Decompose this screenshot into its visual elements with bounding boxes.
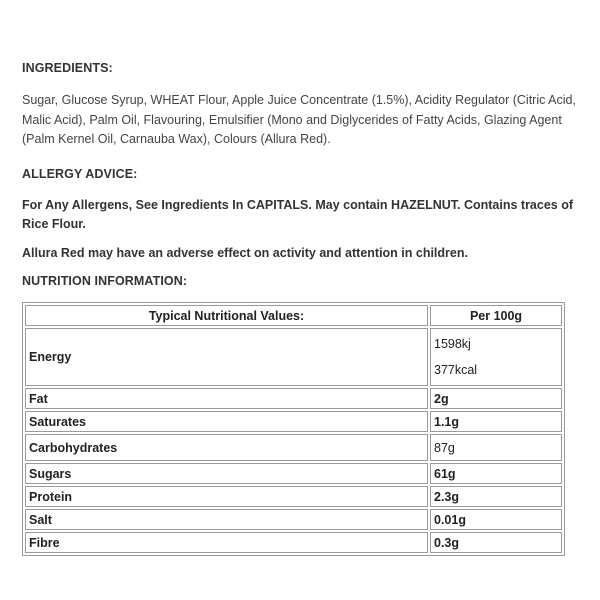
nutrient-value bbox=[430, 328, 562, 386]
allura-red-warning: Allura Red may have an adverse effect on activity and attention in children. bbox=[22, 245, 468, 260]
nutrient-value: 0.01g bbox=[430, 509, 562, 530]
nutrient-value: 1.1g bbox=[430, 411, 562, 432]
nutrient-name: Fibre bbox=[25, 532, 428, 553]
nutrition-row-salt bbox=[25, 509, 562, 530]
allergy-text: For Any Allergens, See Ingredients In CAPITALS. May contain HAZELNUT. Contains traces of Rice Flour. bbox=[22, 197, 574, 231]
nutrient-value: 0.3g bbox=[430, 532, 562, 553]
nutrient-name: Fat bbox=[25, 388, 428, 409]
allergy-heading: ALLERGY ADVICE: bbox=[22, 166, 138, 181]
nutrition-table bbox=[22, 302, 565, 556]
nutrition-row-fat bbox=[25, 388, 562, 409]
nutrition-heading: NUTRITION INFORMATION: bbox=[22, 274, 188, 288]
nutrient-name: Energy bbox=[25, 328, 428, 386]
nutrition-row-energy bbox=[25, 328, 562, 386]
nutrient-value: 2g bbox=[430, 388, 562, 409]
product-information bbox=[22, 61, 578, 556]
nutrition-name-column-header: Typical Nutritional Values: bbox=[25, 305, 428, 326]
ingredients-text: Sugar, Glucose Syrup, WHEAT Flour, Apple Juice Concentrate (1.5%), Acidity Regulator (Citric Acid, Malic Acid), Palm Oil, Flavouring, Emulsifier (Mono and Diglycerides of Fatty Acids, Glazing Agent (Palm Kernel Oil, Carnauba Wax), Colours (Allura Red). bbox=[22, 93, 576, 146]
nutrient-value: 2.3g bbox=[430, 486, 562, 507]
nutrient-value: 61g bbox=[430, 463, 562, 484]
nutrient-name: Saturates bbox=[25, 411, 428, 432]
nutrition-row-sugars bbox=[25, 463, 562, 484]
nutrient-name: Protein bbox=[25, 486, 428, 507]
energy-kj-value: 1598kj bbox=[434, 337, 471, 351]
nutrition-row-protein bbox=[25, 486, 562, 507]
nutrition-row-carbohydrates bbox=[25, 434, 562, 461]
nutrient-name: Sugars bbox=[25, 463, 428, 484]
nutrition-header-row bbox=[25, 305, 562, 326]
energy-kcal-value: 377kcal bbox=[434, 363, 478, 377]
nutrient-name: Carbohydrates bbox=[25, 434, 428, 461]
ingredients-heading: INGREDIENTS: bbox=[22, 61, 113, 75]
nutrient-name: Salt bbox=[25, 509, 428, 530]
nutrition-row-saturates bbox=[25, 411, 562, 432]
nutrition-value-column-header: Per 100g bbox=[430, 305, 562, 326]
nutrient-value: 87g bbox=[430, 434, 562, 461]
nutrition-row-fibre bbox=[25, 532, 562, 553]
